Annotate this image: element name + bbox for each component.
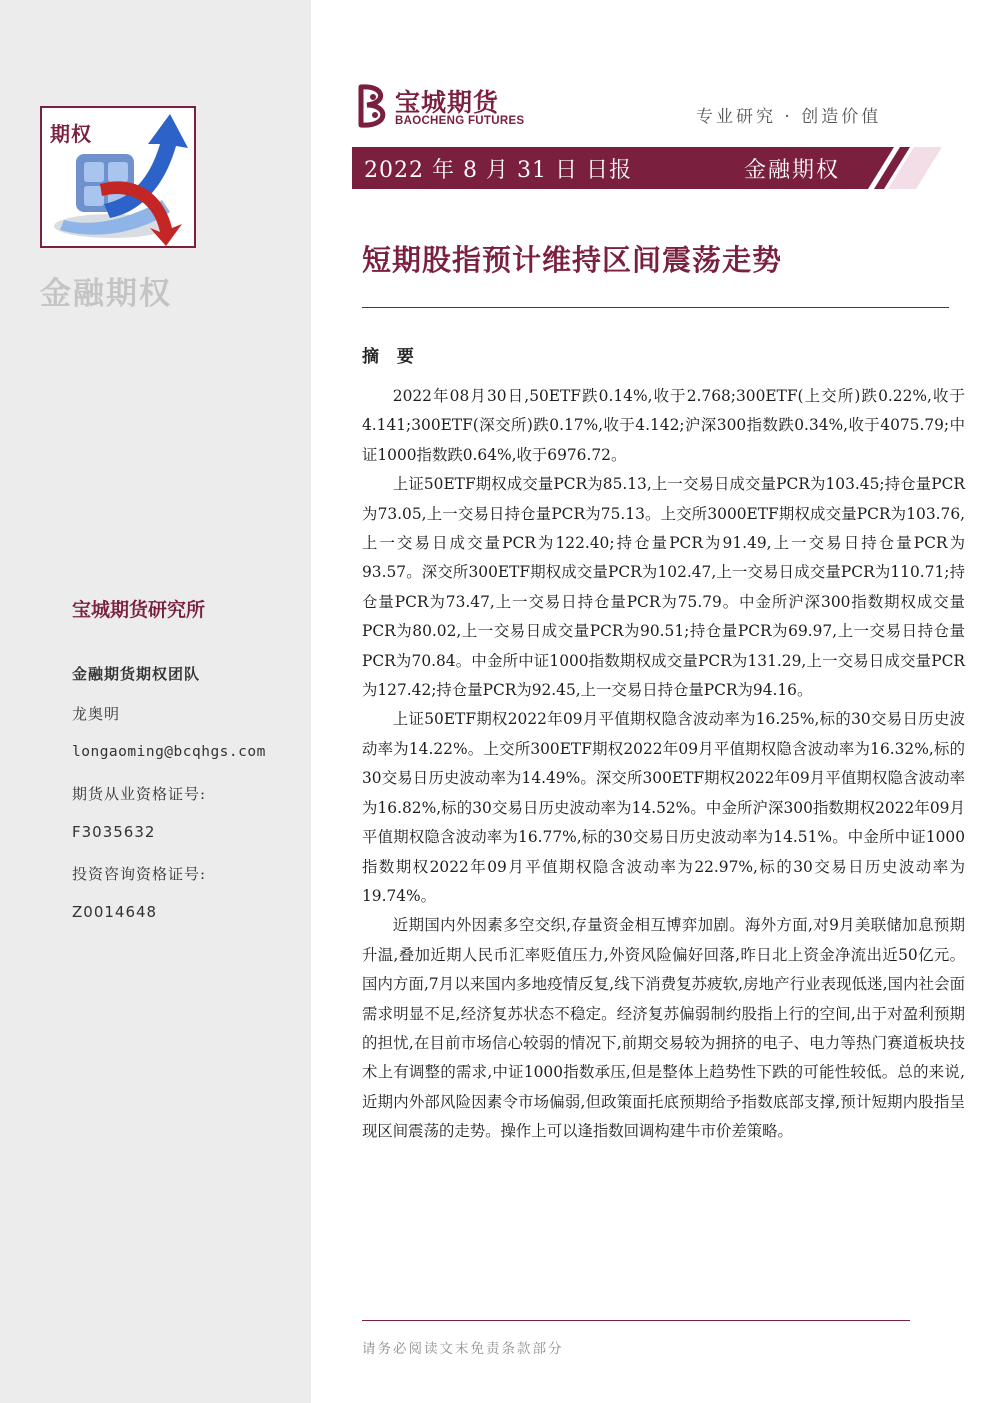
title-divider [362, 307, 949, 308]
summary-paragraph: 近期国内外因素多空交织,存量资金相互博弈加剧。海外方面,对9月美联储加息预期升温,叠加近期人民币汇率贬值压力,外资风险偏好回落,昨日北上资金净流出近50亿元。国内方面,7月以来国内多地疫情反复,线下消费复苏疲软,房地产行业表现低迷,国内社会面需求明显不足,经济复苏状态不稳定。经济复苏偏弱制约股指上行的空间,出于对盈利预期的担忧,在目前市场信心较弱的情况下,前期交易较为拥挤的电子、电力等热门赛道板块技术上有调整的需求,中证1000指数承压,但是整体上趋势性下跌的可能性较低。总的来说,近期内外部风险因素令市场偏弱,但政策面托底预期给予指数底部支撑,预计短期内股指呈现区间震荡的走势。操作上可以逢指数回调构建牛市价差策略。 [362, 916, 965, 1141]
sidebar-category: 金融期权 [40, 276, 172, 312]
invest-license-label: 投资咨询资格证号: [72, 865, 207, 883]
author-name: 龙奥明 [72, 705, 121, 723]
brand-name-en: BAOCHENG FUTURES [395, 115, 525, 127]
cover-image [40, 106, 196, 248]
report-date: 2022 年 8 月 31 日 日报 [364, 158, 632, 183]
cover-tag: 期权 [50, 122, 92, 146]
summary-paragraph: 上证50ETF期权成交量PCR为85.13,上一交易日成交量PCR为103.45;持仓量PCR为73.05,上一交易日持仓量PCR为75.13。上交所3000ETF期权成交量PCR为103.76,上一交易日成交量PCR为122.40;持仓量PCR为91.49,上一交易日持仓量PCR为93.57。深交所300ETF期权成交量PCR为102.47,上一交易日成交量PCR为110.71;持仓量PCR为73.47,上一交易日持仓量PCR为75.79。中金所沪深300指数期权成交量PCR为80.02,上一交易日成交量PCR为90.51;持仓量PCR为69.97,上一交易日持仓量PCR为70.84。中金所中证1000指数期权成交量PCR为131.29,上一交易日成交量PCR为127.42;持仓量PCR为92.45,上一交易日持仓量PCR为94.16。 [362, 475, 965, 700]
sidebar [0, 0, 311, 1403]
summary-body [362, 382, 965, 1147]
summary-paragraph: 2022年08月30日,50ETF跌0.14%,收于2.768;300ETF(上交所)跌0.22%,收于4.141;300ETF(深交所)跌0.17%,收于4.142;沪深300指数跌0.34%,收于4075.79;中证1000指数跌0.64%,收于6976.72。 [362, 387, 965, 464]
header-banner [352, 147, 942, 189]
disclaimer-note: 请务必阅读文末免责条款部分 [362, 1341, 564, 1357]
summary-heading: 摘 要 [362, 347, 420, 367]
logo-mark-icon [355, 83, 391, 129]
institute-name: 宝城期货研究所 [72, 599, 206, 621]
license-number: F3035632 [72, 823, 156, 841]
report-title: 短期股指预计维持区间震荡走势 [362, 243, 783, 277]
brand-name-cn: 宝城期货 [395, 88, 500, 117]
team-name: 金融期货期权团队 [72, 665, 201, 683]
license-label: 期货从业资格证号: [72, 785, 207, 803]
company-logo [355, 83, 525, 131]
summary-paragraph: 上证50ETF期权2022年09月平值期权隐含波动率为16.25%,标的30交易日历史波动率为14.22%。上交所300ETF期权2022年09月平值期权隐含波动率为16.32%,标的30交易日历史波动率为14.49%。深交所300ETF期权2022年09月平值期权隐含波动率为16.82%,标的30交易日历史波动率为14.52%。中金所沪深300指数期权2022年09月平值期权隐含波动率为16.77%,标的30交易日历史波动率为14.51%。中金所中证1000指数期权2022年09月平值期权隐含波动率为22.97%,标的30交易日历史波动率为19.74%。 [362, 710, 965, 905]
report-category: 金融期权 [744, 158, 841, 183]
invest-license-number: Z0014648 [72, 903, 158, 921]
slogan: 专业研究 · 创造价值 [696, 107, 882, 127]
footer-divider [362, 1320, 910, 1321]
author-email[interactable]: longaoming@bcqhgs.com [72, 744, 266, 760]
